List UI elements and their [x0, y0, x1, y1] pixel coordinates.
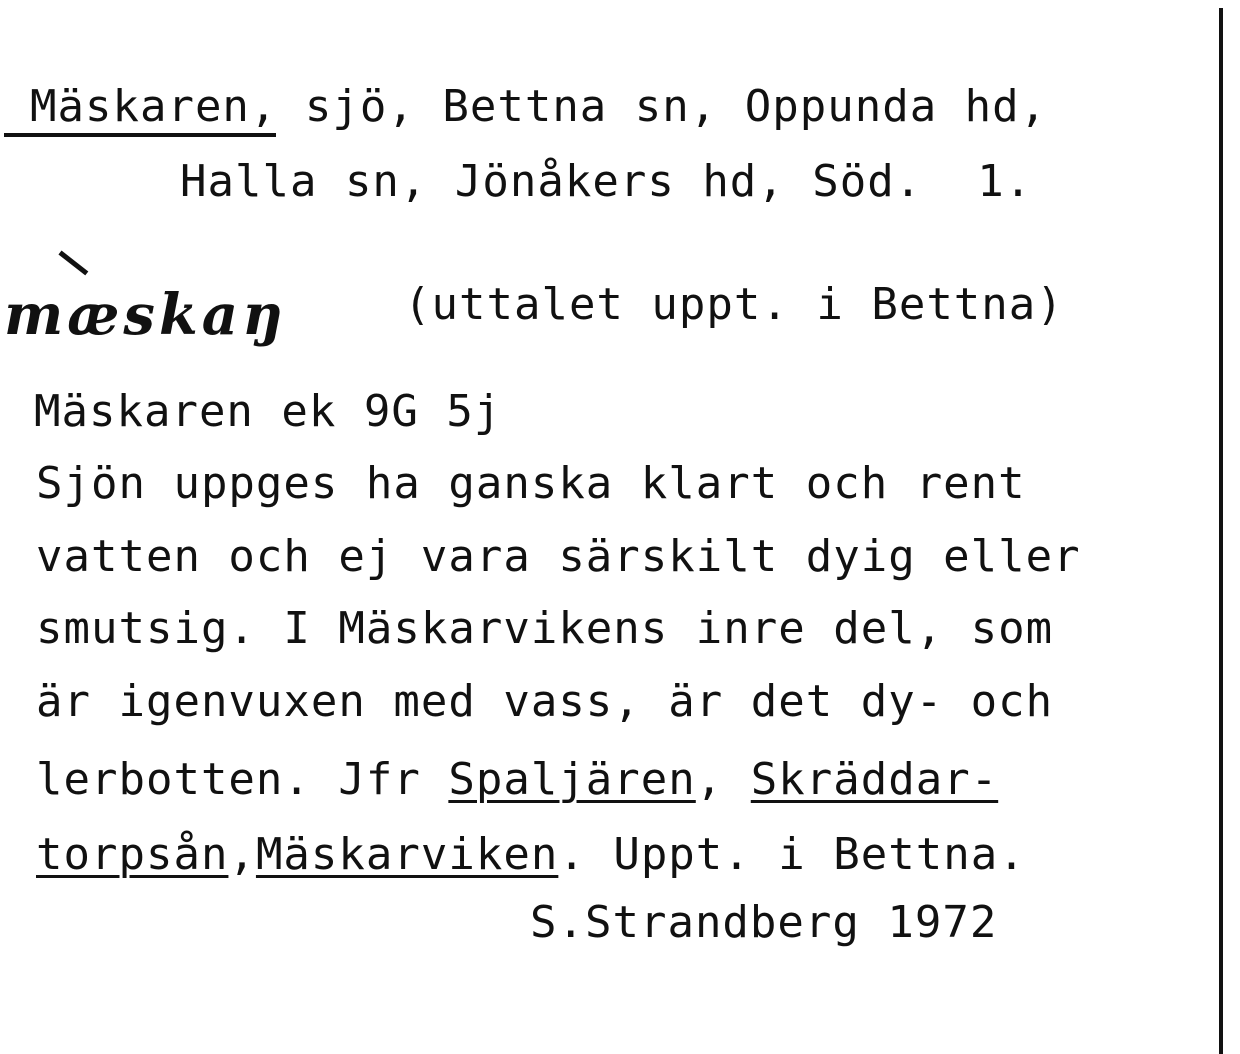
cross-ref-skraddartorpsan-part2: torpsån [36, 829, 229, 880]
body-line-6 [36, 830, 1026, 880]
header-line-1 [30, 82, 1047, 132]
header-line-1-rest: , sjö, Bettna sn, Oppunda hd, [249, 81, 1048, 132]
cross-ref-spaljaren: Spaljären [448, 754, 696, 805]
map-reference: Mäskaren ek 9G 5j [34, 386, 502, 437]
body-line-5-mid: , [695, 754, 751, 805]
card-edge-line [1219, 8, 1223, 1054]
header-line-2: Halla sn, Jönåkers hd, Söd. 1. [180, 156, 1033, 207]
body-line-5 [36, 755, 998, 805]
accent-mark [58, 251, 88, 276]
signature: S.Strandberg 1972 [530, 897, 998, 948]
body-line-5-pre: lerbotten. Jfr [36, 754, 449, 805]
cross-ref-skraddartorpsan-part1: Skräddar- [750, 754, 999, 805]
body-line-3: smutsig. I Mäskarvikens inre del, som [36, 603, 1054, 654]
body-line-4: är igenvuxen med vass, är det dy- och [36, 676, 1054, 727]
body-line-6-post: . Uppt. i Bettna. [558, 829, 1026, 880]
body-line-2: vatten och ej vara särskilt dyig eller [36, 531, 1081, 582]
header-name: Mäskaren [30, 81, 250, 132]
cross-ref-maskarviken: Mäskarviken [255, 829, 559, 880]
phonetic-transcription: mæskaŋ [4, 282, 287, 348]
body-line-6-sep: , [228, 829, 256, 880]
pronunciation-note: (uttalet uppt. i Bettna) [404, 279, 1064, 330]
header-name-underline [4, 133, 276, 137]
body-line-1: Sjön uppges ha ganska klart och rent [36, 458, 1026, 509]
